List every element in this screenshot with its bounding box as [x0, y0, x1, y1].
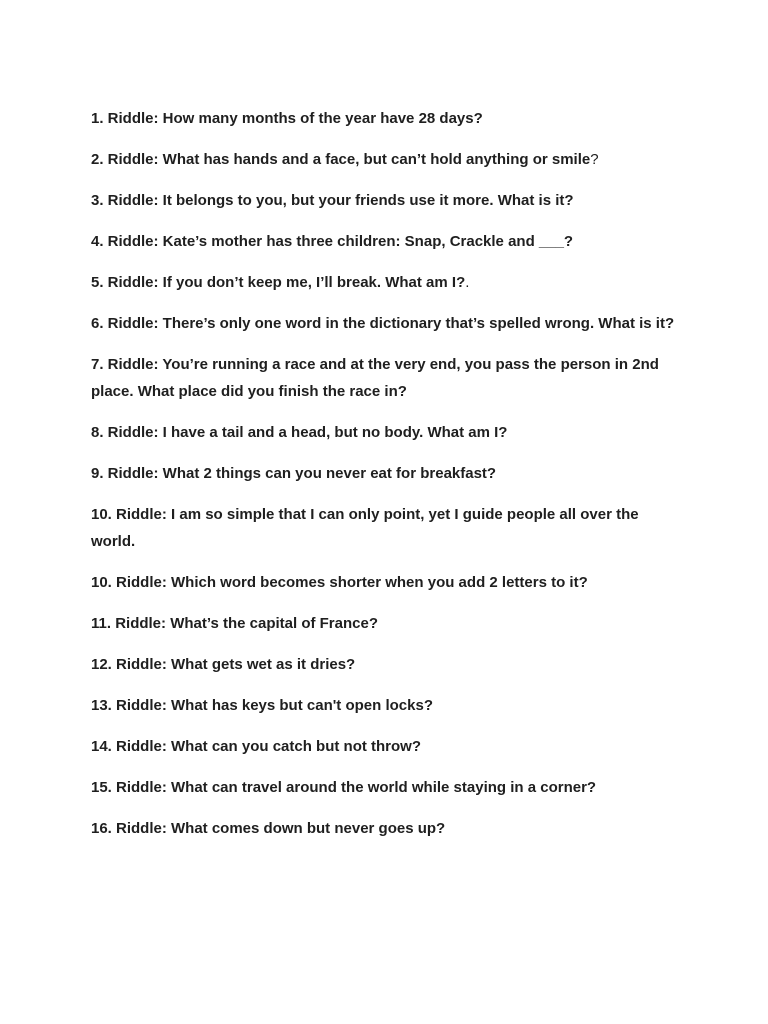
- riddle-text: 2. Riddle: What has hands and a face, but can’t hold anything or smile: [91, 151, 591, 168]
- riddle-text: 10. Riddle: Which word becomes shorter when you add 2 letters to it?: [91, 574, 588, 591]
- riddle-item: [91, 651, 681, 678]
- riddle-item: [91, 269, 681, 296]
- riddle-text: 14. Riddle: What can you catch but not throw?: [91, 738, 422, 755]
- riddle-item: [91, 460, 681, 487]
- riddle-item: [91, 105, 681, 132]
- riddle-text: 13. Riddle: What has keys but can't open locks?: [91, 697, 433, 714]
- riddle-item: [91, 815, 681, 842]
- riddle-item: [91, 228, 681, 255]
- riddle-text: 15. Riddle: What can travel around the world while staying in a corner?: [91, 779, 597, 796]
- riddle-text: 3. Riddle: It belongs to you, but your friends use it more. What is it?: [91, 192, 574, 209]
- riddle-text: 6. Riddle: There’s only one word in the dictionary that’s spelled wrong. What is it?: [91, 315, 675, 332]
- riddle-text: 1. Riddle: How many months of the year have 28 days?: [91, 110, 483, 127]
- riddle-item: [91, 501, 681, 555]
- riddle-text: 11. Riddle: What’s the capital of France?: [91, 615, 378, 632]
- riddle-text: 12. Riddle: What gets wet as it dries?: [91, 656, 356, 673]
- riddle-item: [91, 610, 681, 637]
- riddle-tail: ?: [590, 151, 599, 168]
- riddle-text: 9. Riddle: What 2 things can you never eat for breakfast?: [91, 465, 497, 482]
- riddle-text: 10. Riddle: I am so simple that I can only point, yet I guide people all over the world.: [91, 506, 639, 550]
- riddle-item: [91, 187, 681, 214]
- riddle-item: [91, 733, 681, 760]
- riddle-text: 5. Riddle: If you don’t keep me, I’ll break. What am I?: [91, 274, 466, 291]
- riddle-item: [91, 692, 681, 719]
- riddle-item: [91, 310, 681, 337]
- riddle-item: [91, 774, 681, 801]
- riddle-text: 16. Riddle: What comes down but never goes up?: [91, 820, 446, 837]
- riddle-item: [91, 419, 681, 446]
- riddle-item: [91, 569, 681, 596]
- riddle-item: [91, 351, 681, 405]
- riddle-tail: .: [465, 274, 470, 291]
- riddle-list: [91, 105, 681, 856]
- riddle-text: 4. Riddle: Kate’s mother has three children: Snap, Crackle and ___?: [91, 233, 574, 250]
- riddle-item: [91, 146, 681, 173]
- riddle-text: 8. Riddle: I have a tail and a head, but no body. What am I?: [91, 424, 508, 441]
- riddle-text: 7. Riddle: You’re running a race and at the very end, you pass the person in 2nd place. What place did you finish the race in?: [91, 356, 659, 400]
